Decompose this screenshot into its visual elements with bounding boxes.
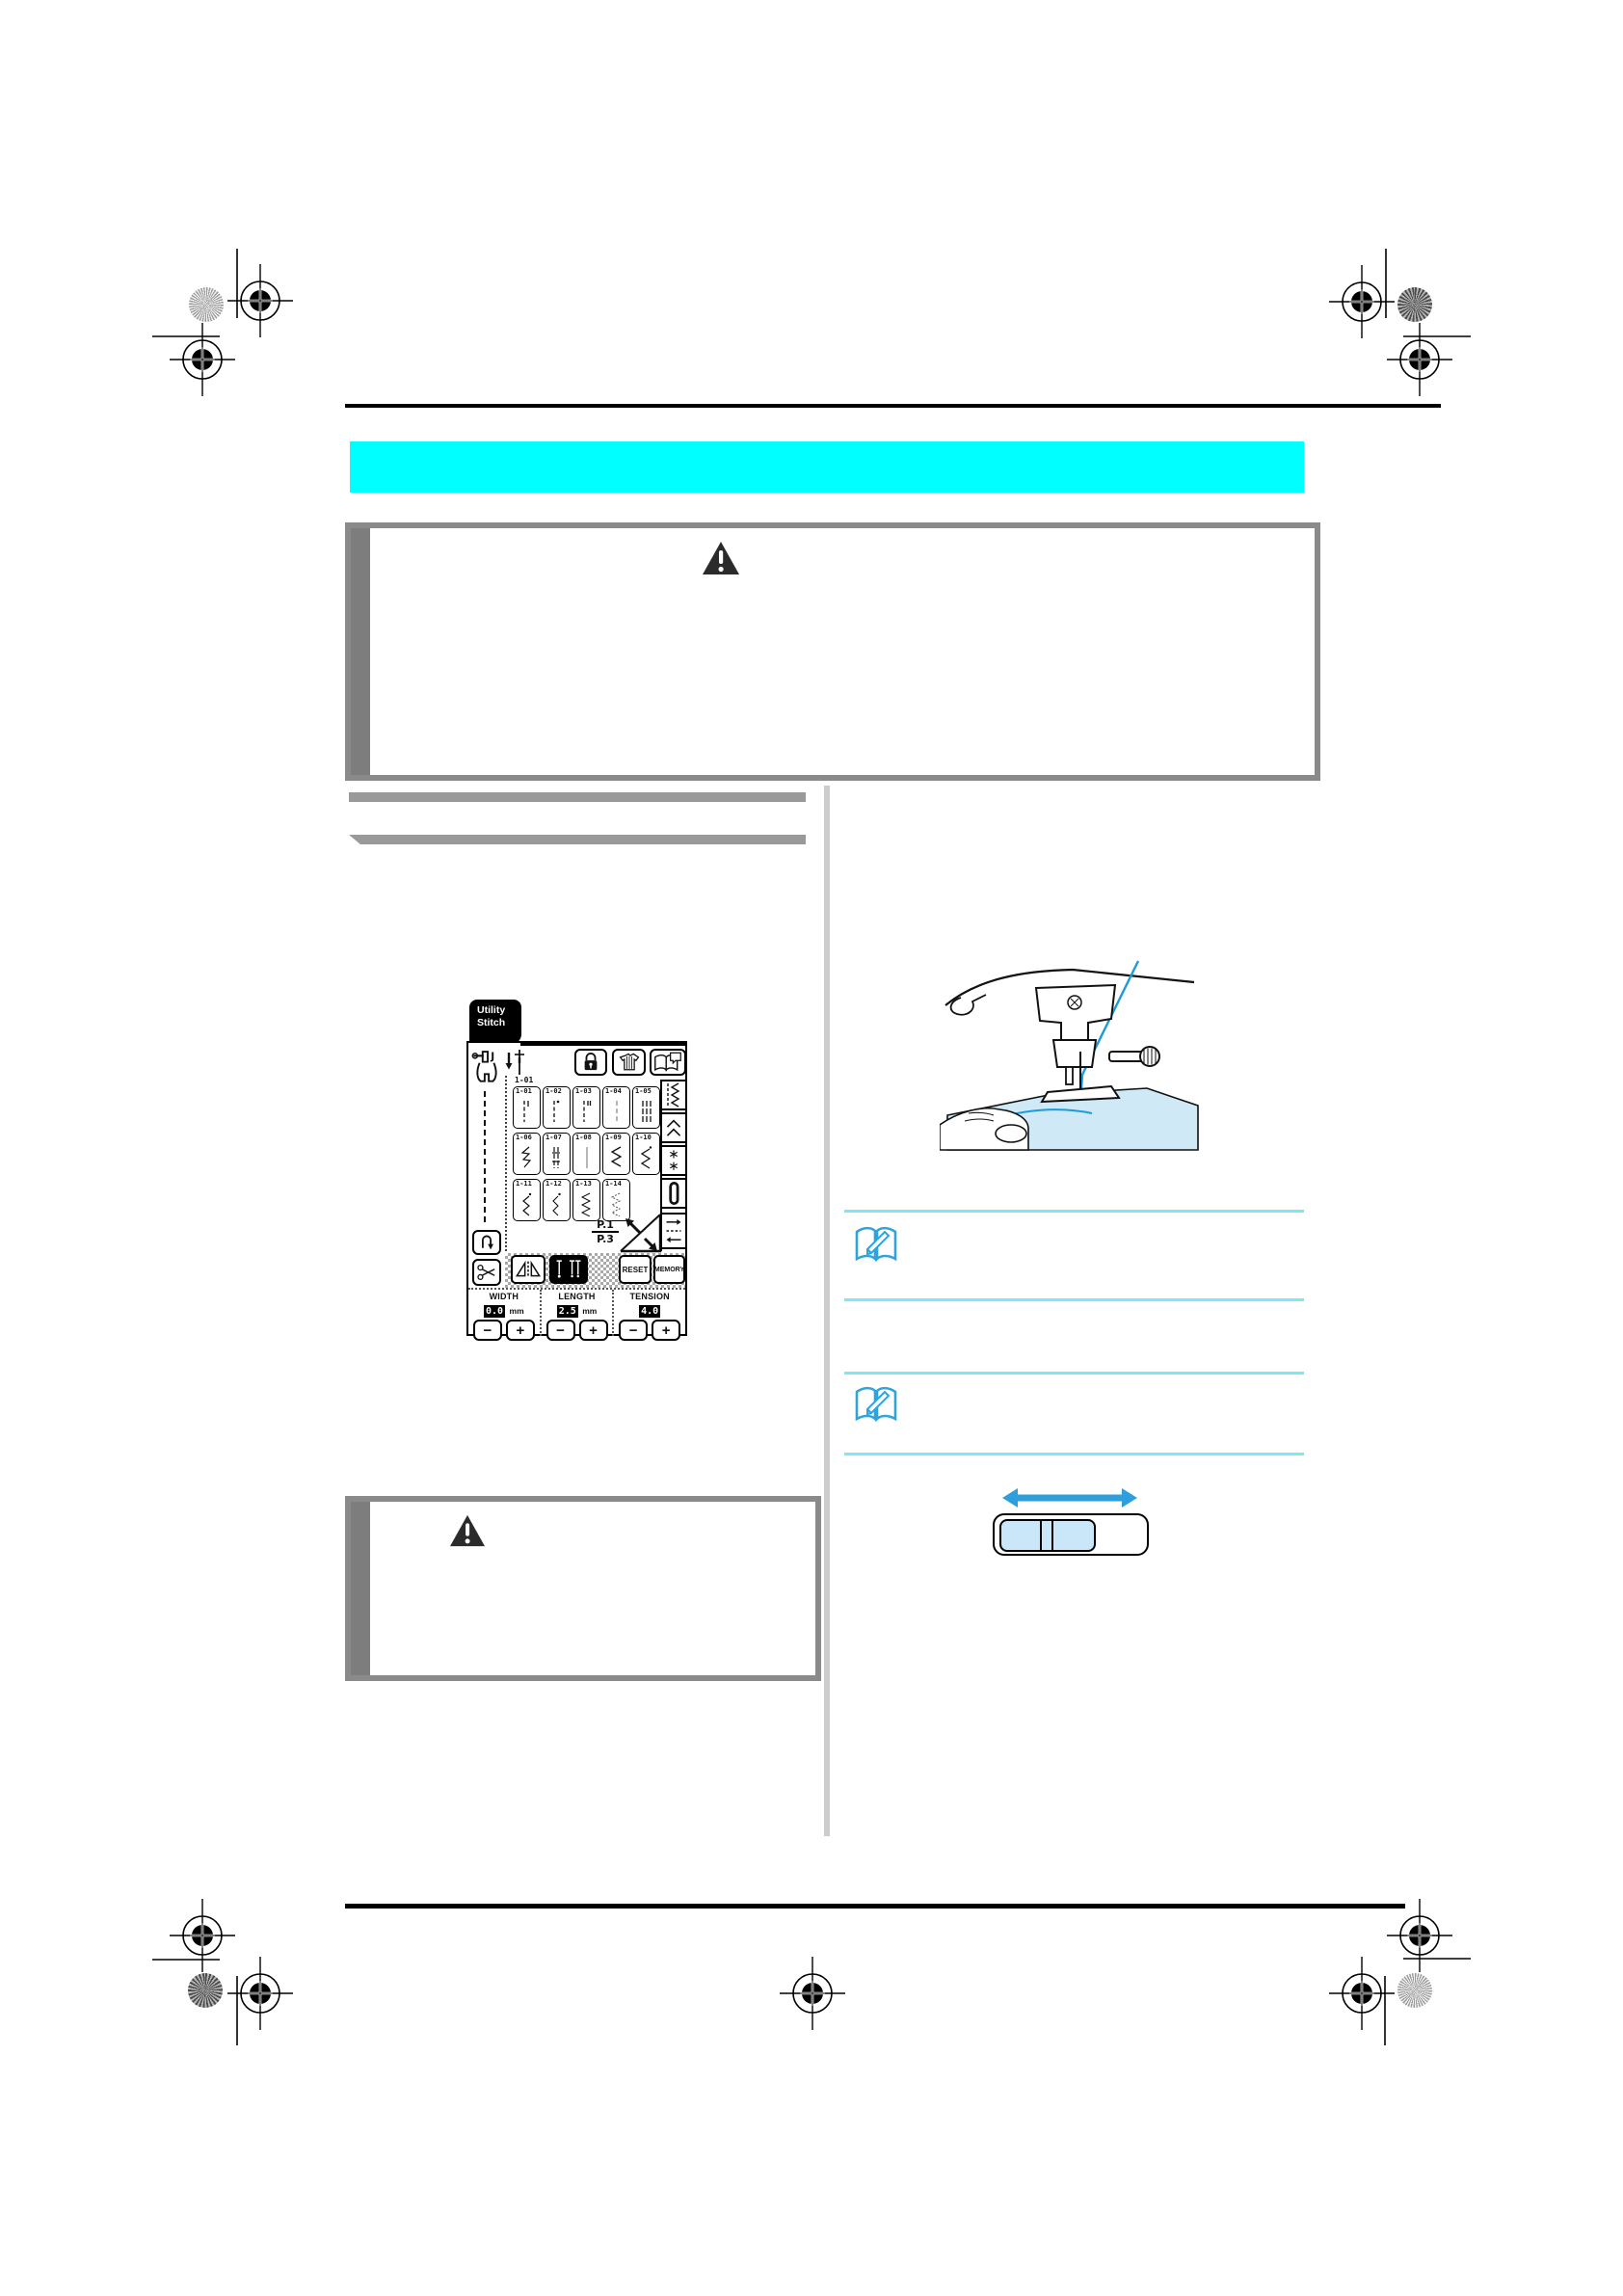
buttonhole-tab-icon [665, 1180, 682, 1207]
stitch-key-label: 1-09 [605, 1134, 622, 1141]
calibration-sunburst [189, 287, 224, 322]
warning-triangle-icon [448, 1513, 487, 1548]
utility-stitch-tab-line1: Utility [477, 1004, 506, 1016]
section-title-bar-top [349, 792, 806, 802]
selected-stitch-label: 1-01 [515, 1076, 534, 1084]
lcd-frame-top [520, 1041, 687, 1046]
length-plus-button[interactable]: + [579, 1320, 608, 1341]
arrows-tab-icon [664, 1215, 683, 1246]
stitch-key-label: 1-13 [575, 1180, 592, 1188]
caution-box [345, 522, 1320, 781]
note-rule [844, 1298, 1304, 1301]
note-rule [844, 1453, 1304, 1455]
note-rule [844, 1372, 1304, 1375]
section-title-bar-bottom [349, 835, 806, 844]
stitch-key-label: 1-10 [635, 1134, 652, 1141]
page-title-bar [350, 441, 1304, 493]
length-minus-button[interactable]: − [546, 1320, 575, 1341]
tension-label: TENSION [629, 1292, 670, 1301]
stitch-key-label: 1-04 [605, 1087, 622, 1095]
length-unit: mm [582, 1306, 598, 1316]
knob-grip-line [1040, 1521, 1042, 1550]
registration-mark [227, 264, 293, 337]
stitch-key-label: 1-02 [545, 1087, 562, 1095]
tab-straight-zigzag[interactable] [662, 1080, 687, 1110]
lcd-screen [466, 1041, 687, 1339]
utility-stitch-tab[interactable] [469, 1000, 521, 1044]
note-rule [844, 1210, 1304, 1213]
stitch-key-1-10[interactable] [632, 1133, 660, 1175]
registration-mark [1329, 1957, 1395, 2030]
tab-buttonhole[interactable] [662, 1178, 687, 1209]
fabric-guide-button[interactable] [612, 1049, 646, 1076]
thread-cut-button[interactable] [472, 1259, 501, 1286]
reset-button[interactable] [619, 1255, 652, 1284]
stitch-glyph [577, 1191, 597, 1216]
presser-foot [1042, 1086, 1119, 1102]
calibration-sunburst [1397, 287, 1432, 322]
stitch-glyph [637, 1145, 656, 1170]
stitch-glyph [518, 1099, 537, 1124]
stitch-glyph [607, 1145, 626, 1170]
registration-mark [1387, 323, 1452, 396]
tab-stitch-scroll[interactable] [662, 1213, 687, 1249]
stitch-key-1-13[interactable] [572, 1179, 600, 1221]
tension-minus-button[interactable]: − [619, 1320, 648, 1341]
note-icon [854, 1224, 898, 1265]
stitch-grid-panel [505, 1076, 661, 1255]
speed-slider-knob[interactable] [999, 1519, 1096, 1552]
mirror-image-button[interactable] [511, 1255, 545, 1284]
stitch-key-label: 1-11 [516, 1180, 532, 1188]
needle-mode-icon [553, 1259, 584, 1280]
stitch-key-1-11[interactable] [513, 1179, 541, 1221]
stitch-preview-line [484, 1091, 486, 1222]
length-value: 2.5 [558, 1306, 576, 1317]
presser-foot-icon [471, 1050, 502, 1086]
star-tab-icon [665, 1147, 682, 1174]
stitch-keys [513, 1086, 665, 1225]
tension-value: 4.0 [641, 1306, 659, 1317]
calibration-sunburst [1397, 1973, 1432, 2008]
padlock-icon [581, 1052, 600, 1073]
page-indicator [592, 1218, 619, 1245]
slide-direction-arrow-icon [1002, 1487, 1137, 1508]
stitch-key-1-02[interactable] [543, 1086, 571, 1129]
stitch-key-1-05[interactable] [632, 1086, 660, 1129]
stitch-key-label: 1-07 [545, 1134, 562, 1141]
stitch-key-label: 1-01 [516, 1087, 532, 1095]
help-button[interactable] [650, 1049, 686, 1076]
reinforcement-button[interactable] [472, 1230, 501, 1255]
header-rule [345, 404, 1441, 408]
registration-mark [170, 323, 235, 396]
width-label: WIDTH [489, 1292, 519, 1301]
stitch-glyph [637, 1099, 656, 1124]
stitch-glyph [518, 1191, 537, 1216]
stitch-glyph [547, 1099, 567, 1124]
width-value: 0.0 [486, 1306, 504, 1317]
scissors-icon [476, 1264, 497, 1281]
stitch-key-1-04[interactable] [602, 1086, 630, 1129]
needle-area-illustration [940, 959, 1200, 1152]
length-setting [540, 1290, 613, 1339]
caution-box-band [351, 528, 370, 775]
stitch-glyph [547, 1191, 567, 1216]
stitch-key-label: 1-06 [516, 1134, 532, 1141]
tension-plus-button[interactable]: + [652, 1320, 680, 1341]
registration-mark [1387, 1899, 1452, 1972]
page-turn-button[interactable] [619, 1213, 662, 1253]
stitch-glyph [577, 1145, 597, 1170]
stitch-key-label: 1-14 [605, 1180, 622, 1188]
stitch-glyph [518, 1145, 537, 1170]
help-book-icon [653, 1052, 682, 1073]
needle-position-icon [503, 1049, 528, 1078]
caution-box-band [351, 1502, 370, 1675]
footer-rule [345, 1904, 1405, 1909]
knob-grip-line [1051, 1521, 1053, 1550]
stitch-glyph [577, 1099, 597, 1124]
tab-decorative[interactable] [662, 1145, 687, 1176]
stitch-key-label: 1-03 [575, 1087, 592, 1095]
registration-mark [1329, 265, 1395, 338]
zigzag-tab-icon [665, 1081, 682, 1108]
column-divider [824, 786, 830, 1836]
mirror-icon [514, 1260, 543, 1279]
stitch-key-1-08[interactable] [572, 1133, 600, 1175]
screen-lock-button[interactable] [574, 1049, 607, 1076]
single-twin-needle-button[interactable] [549, 1255, 588, 1284]
stitch-key-1-01[interactable] [513, 1086, 541, 1129]
crop-lines [152, 249, 1471, 2045]
stitch-key-label: 1-08 [575, 1134, 592, 1141]
caution-box-small [345, 1496, 821, 1681]
registration-mark [170, 1899, 235, 1972]
reset-button-label: RESET [622, 1265, 649, 1274]
stitch-key-1-12[interactable] [543, 1179, 571, 1221]
memory-button[interactable] [653, 1255, 685, 1284]
foot-code-letter: J [491, 1051, 495, 1063]
page-current: P.1 [592, 1218, 619, 1233]
stitch-key-1-09[interactable] [602, 1133, 630, 1175]
garment-icon [618, 1052, 641, 1073]
stitch-glyph [547, 1145, 567, 1170]
length-label: LENGTH [558, 1292, 596, 1301]
speed-slider[interactable] [993, 1513, 1149, 1556]
utility-stitch-tab-line2: Stitch [477, 1016, 506, 1028]
calibration-sunburst [188, 1973, 223, 2008]
reinforcement-icon [477, 1234, 496, 1251]
registration-mark [227, 1957, 293, 2030]
memory-button-label: MEMORY [653, 1266, 685, 1273]
stitch-key-label: 1-05 [635, 1087, 652, 1095]
width-unit: mm [509, 1306, 524, 1316]
stitch-key-1-06[interactable] [513, 1133, 541, 1175]
stitch-key-1-07[interactable] [543, 1133, 571, 1175]
width-setting [468, 1290, 540, 1339]
registration-mark [780, 1957, 845, 2030]
note-icon [854, 1384, 898, 1425]
stitch-key-label: 1-12 [545, 1180, 562, 1188]
chevron-tab-icon [665, 1115, 682, 1140]
stitch-key-1-03[interactable] [572, 1086, 600, 1129]
warning-triangle-icon [701, 540, 741, 576]
tab-overcasting[interactable] [662, 1112, 687, 1143]
width-plus-button[interactable]: + [506, 1320, 535, 1341]
stitch-glyph [607, 1099, 626, 1124]
page-total: P.3 [597, 1233, 614, 1246]
settings-panel [468, 1288, 685, 1339]
width-minus-button[interactable]: − [473, 1320, 502, 1341]
tension-setting [612, 1290, 685, 1339]
